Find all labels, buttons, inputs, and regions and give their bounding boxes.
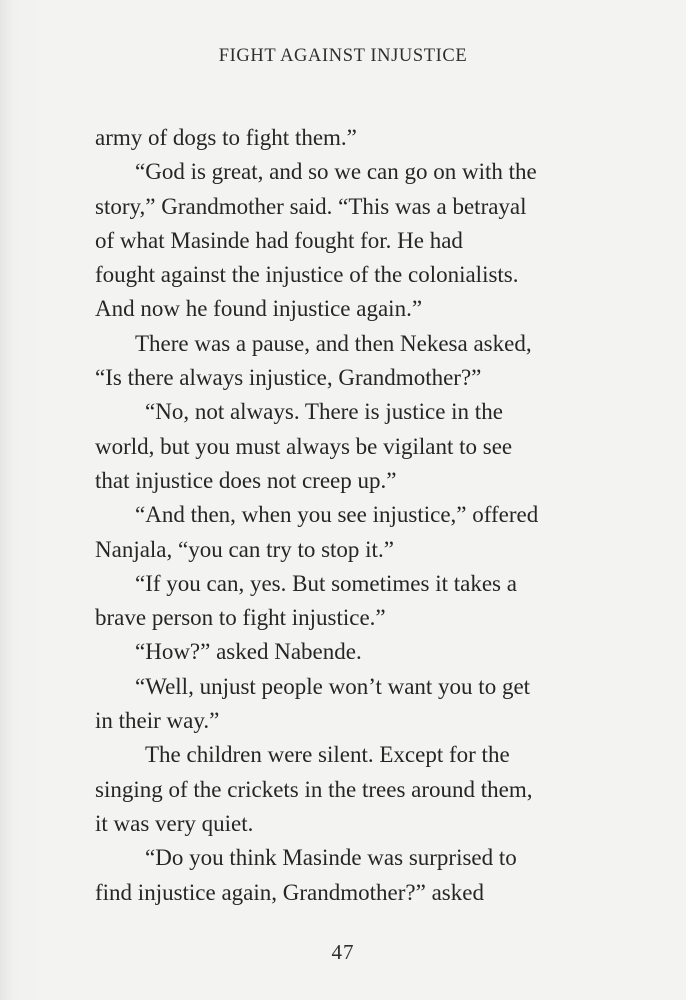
text-line: Nanjala, “you can try to stop it.”	[95, 536, 394, 562]
page-number: 47	[331, 940, 355, 964]
text-line: The children were silent. Except for the	[145, 742, 510, 768]
body-text	[95, 121, 615, 910]
text-line: “How?” asked Nabende.	[135, 639, 362, 665]
text-line: story,” Grandmother said. “This was a betrayal	[95, 193, 527, 219]
text-line: There was a pause, and then Nekesa asked,	[135, 330, 532, 356]
text-line: “God is great, and so we can go on with the	[135, 159, 537, 185]
text-line: singing of the crickets in the trees around them,	[95, 776, 533, 802]
text-line: “Well, unjust people won’t want you to get	[135, 673, 531, 699]
text-line: world, but you must always be vigilant to see	[95, 433, 513, 459]
text-line: fought against the injustice of the colonialists.	[95, 262, 519, 288]
text-line: brave person to fight injustice.”	[95, 605, 386, 631]
text-line: And now he found injustice again.”	[95, 296, 423, 322]
running-head: FIGHT AGAINST INJUSTICE	[218, 46, 468, 66]
text-line: that injustice does not creep up.”	[95, 467, 397, 493]
text-line: “Is there always injustice, Grandmother?”	[95, 365, 482, 391]
text-line: army of dogs to fight them.”	[95, 125, 357, 150]
text-line: “If you can, yes. But sometimes it takes a	[135, 570, 517, 596]
text-line: “Do you think Masinde was surprised to	[145, 845, 517, 871]
text-line: “And then, when you see injustice,” offered	[135, 502, 539, 528]
text-line: of what Masinde had fought for. He had	[95, 227, 463, 253]
text-line: in their way.”	[95, 708, 220, 734]
text-line: “No, not always. There is justice in the	[145, 399, 503, 425]
text-line: it was very quiet.	[95, 810, 254, 836]
text-line: find injustice again, Grandmother?” asked	[95, 879, 484, 905]
